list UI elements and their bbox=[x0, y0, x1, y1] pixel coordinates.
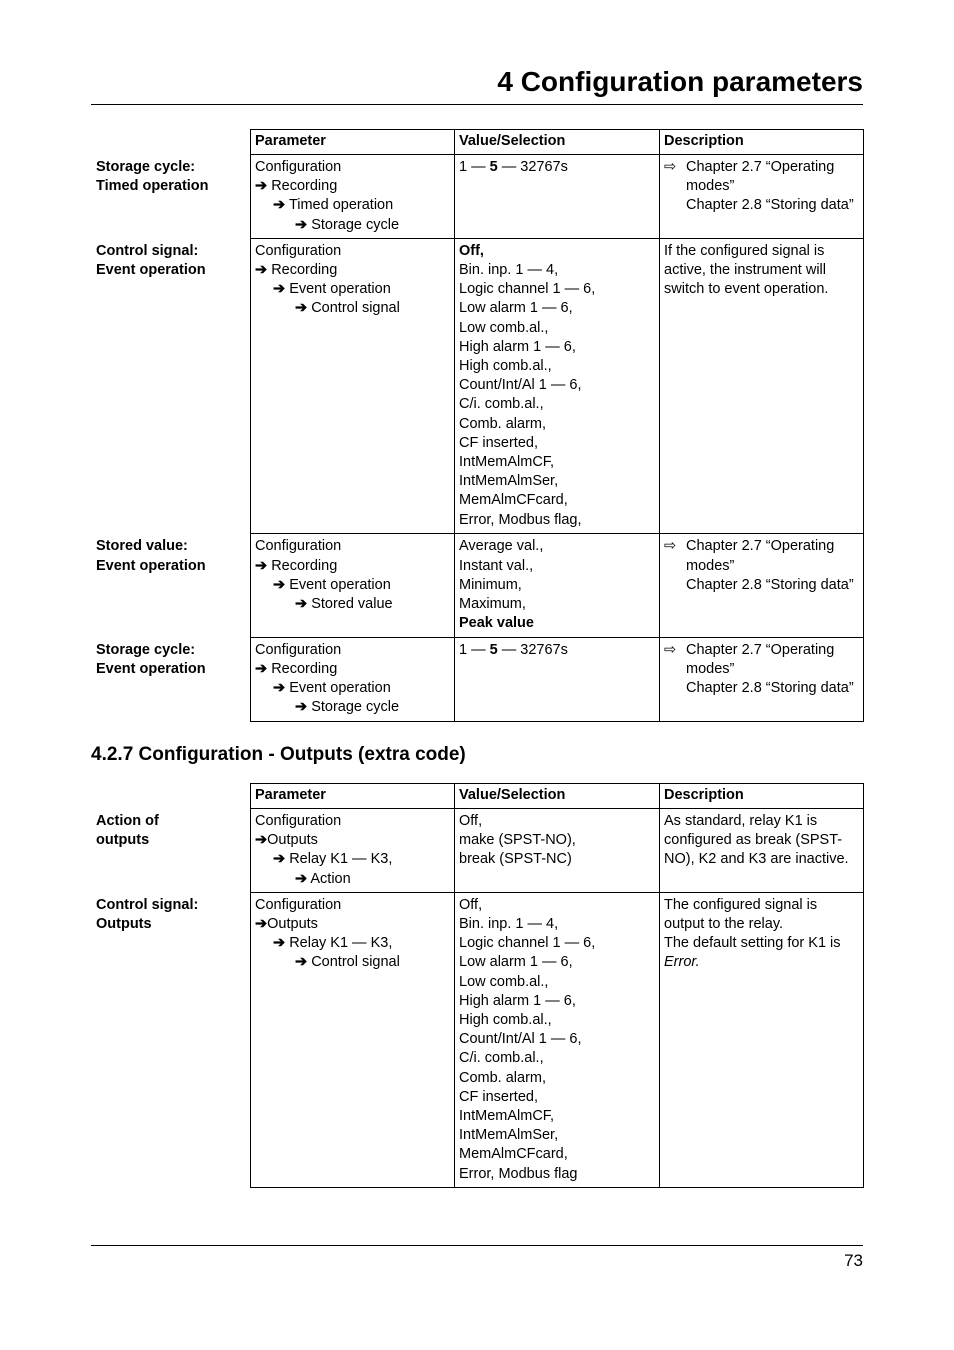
arrow-right-icon: ➔ bbox=[273, 935, 286, 952]
arrow-right-icon: ➔ bbox=[255, 262, 268, 279]
pointer-arrow-icon: ⇨ bbox=[664, 538, 677, 555]
description: If the configured signal is active, the instrument will switch to event operation. bbox=[660, 239, 864, 534]
arrow-right-icon: ➔ bbox=[255, 832, 268, 849]
parameter-path: Configuration ➔Outputs ➔ Relay K1 — K3, ➔ Action bbox=[251, 809, 455, 892]
page-number: 73 bbox=[844, 1251, 863, 1270]
parameter-path: Configuration ➔ Recording ➔ Event operation ➔ Control signal bbox=[251, 239, 455, 534]
arrow-right-icon: ➔ bbox=[255, 661, 268, 678]
arrow-right-icon: ➔ bbox=[255, 557, 268, 574]
page-footer bbox=[91, 1245, 863, 1271]
outputs-parameters-section bbox=[91, 783, 863, 1188]
arrow-right-icon: ➔ bbox=[255, 916, 268, 933]
parameter-path: Configuration ➔ Recording ➔ Event operation ➔ Stored value bbox=[251, 534, 455, 637]
row-label: Stored value: Event operation bbox=[96, 538, 206, 574]
outputs-parameters-table bbox=[250, 783, 864, 809]
row-label: Action of outputs bbox=[96, 813, 159, 849]
column-header-value: Value/Selection bbox=[455, 784, 660, 809]
section-heading: 4.2.7 Configuration - Outputs (extra code) bbox=[91, 744, 466, 765]
arrow-right-icon: ➔ bbox=[295, 870, 308, 887]
arrow-right-icon: ➔ bbox=[273, 576, 286, 593]
table-row bbox=[91, 155, 863, 239]
arrow-right-icon: ➔ bbox=[255, 178, 268, 195]
column-header-parameter: Parameter bbox=[251, 130, 455, 155]
description: ⇨ Chapter 2.7 “Operating modes” Chapter 2.8 “Storing data” bbox=[660, 155, 864, 238]
table-row bbox=[91, 534, 863, 638]
arrow-right-icon: ➔ bbox=[273, 680, 286, 697]
column-header-value: Value/Selection bbox=[455, 130, 660, 155]
table-row bbox=[91, 638, 863, 722]
value-selection: Average val., Instant val., Minimum, Maximum, Peak value bbox=[455, 534, 660, 637]
column-header-parameter: Parameter bbox=[251, 784, 455, 809]
column-header-description: Description bbox=[660, 130, 864, 155]
value-selection: 1 — 5 — 32767s bbox=[455, 638, 660, 721]
arrow-right-icon: ➔ bbox=[295, 699, 308, 716]
value-selection: Off, make (SPST-NO), break (SPST-NC) bbox=[455, 809, 660, 892]
row-label: Storage cycle: Event operation bbox=[96, 641, 206, 678]
arrow-right-icon: ➔ bbox=[295, 216, 308, 233]
recording-parameters-section bbox=[91, 129, 863, 722]
value-selection: 1 — 5 — 32767s bbox=[455, 155, 660, 238]
table-row bbox=[91, 893, 863, 1189]
table-header-row bbox=[251, 130, 864, 155]
value-selection: Off, Bin. inp. 1 — 4, Logic channel 1 — 6, Low alarm 1 — 6, Low comb.al., High alarm 1 — 6, High comb.al., Count/Int/Al 1 — 6, C/i. comb.al., Comb. alarm, CF inserted, IntMemAlmCF, IntMemAlmSer, MemAlmCFcard, Error, Modbus flag bbox=[455, 893, 660, 1188]
pointer-arrow-icon: ⇨ bbox=[664, 159, 677, 175]
table-header-row bbox=[251, 784, 864, 809]
parameter-path: Configuration ➔ Recording ➔ Timed operation ➔ Storage cycle bbox=[251, 155, 455, 238]
pointer-arrow-icon: ⇨ bbox=[664, 641, 677, 658]
description: As standard, relay K1 is configured as break (SPST-NO), K2 and K3 are inactive. bbox=[660, 809, 864, 892]
arrow-right-icon: ➔ bbox=[295, 595, 308, 612]
row-label: Control signal: Outputs bbox=[96, 896, 199, 933]
parameter-path: Configuration ➔ Recording ➔ Event operation ➔ Storage cycle bbox=[251, 638, 455, 721]
arrow-right-icon: ➔ bbox=[295, 300, 308, 317]
recording-parameters-table bbox=[250, 129, 864, 155]
arrow-right-icon: ➔ bbox=[295, 954, 308, 971]
parameter-path: Configuration ➔Outputs ➔ Relay K1 — K3, ➔ Control signal bbox=[251, 893, 455, 1188]
row-label: Control signal: Event operation bbox=[96, 242, 206, 279]
arrow-right-icon: ➔ bbox=[273, 851, 286, 868]
value-selection: Off, Bin. inp. 1 — 4, Logic channel 1 — 6, Low alarm 1 — 6, Low comb.al., High alarm 1 — 6, High comb.al., Count/Int/Al 1 — 6, C/i. comb.al., Comb. alarm, CF inserted, IntMemAlmCF, IntMemAlmSer, MemAlmCFcard, Error, Modbus flag, bbox=[455, 239, 660, 534]
arrow-right-icon: ➔ bbox=[273, 281, 286, 298]
description: ⇨ Chapter 2.7 “Operating modes” Chapter 2.8 “Storing data” bbox=[660, 638, 864, 721]
table-row bbox=[91, 239, 863, 535]
page-title: 4 Configuration parameters bbox=[497, 66, 863, 97]
row-label: Storage cycle: Timed operation bbox=[96, 159, 209, 195]
page-header bbox=[91, 60, 863, 105]
column-header-description: Description bbox=[660, 784, 864, 809]
description: ⇨ Chapter 2.7 “Operating modes” Chapter 2.8 “Storing data” bbox=[660, 534, 864, 637]
description: The configured signal is output to the relay. The default setting for K1 is Error. bbox=[660, 893, 864, 1188]
arrow-right-icon: ➔ bbox=[273, 197, 286, 214]
table-row bbox=[91, 809, 863, 893]
